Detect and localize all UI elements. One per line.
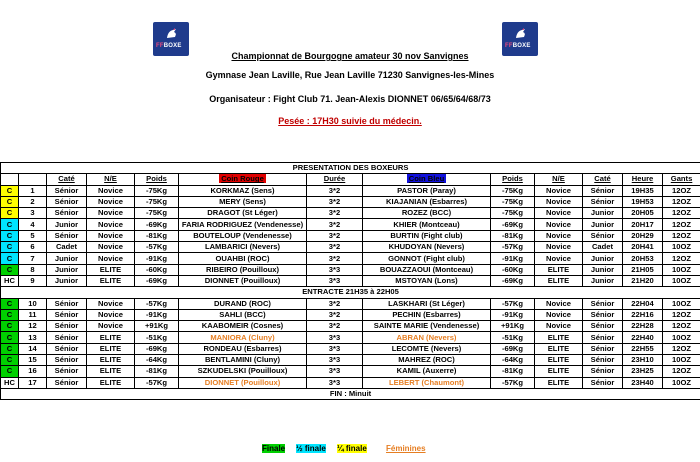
red-category: Cadet [47, 242, 87, 253]
blue-category: Junior [583, 253, 623, 264]
bouts-table [0, 162, 700, 400]
table-row [1, 321, 700, 332]
table-row [1, 196, 700, 207]
duration: 3*3 [307, 332, 363, 343]
red-category: Sénior [47, 298, 87, 309]
bout-time: 21H05 [623, 264, 663, 275]
header-ne-bleu: N/E [535, 174, 583, 185]
blue-boxer: LEBERT (Chaumont) [363, 377, 491, 388]
red-level: Novice [87, 196, 135, 207]
duration: 3*3 [307, 366, 363, 377]
blue-level: Novice [535, 298, 583, 309]
bout-number: 16 [19, 366, 47, 377]
blue-weight: -75Kg [491, 196, 535, 207]
blue-weight: -91Kg [491, 309, 535, 320]
gloves: 12OZ [663, 321, 700, 332]
bout-number: 14 [19, 343, 47, 354]
blue-boxer: ABRAN (Nevers) [363, 332, 491, 343]
red-weight: -91Kg [135, 253, 179, 264]
bout-time: 22H40 [623, 332, 663, 343]
blue-category: Junior [583, 208, 623, 219]
table-row [1, 343, 700, 354]
blue-weight: +91Kg [491, 321, 535, 332]
blue-boxer: PASTOR (Paray) [363, 185, 491, 196]
gloves: 10OZ [663, 332, 700, 343]
red-level: Novice [87, 298, 135, 309]
red-weight: -57Kg [135, 242, 179, 253]
blue-level: Novice [535, 196, 583, 207]
red-weight: +91Kg [135, 321, 179, 332]
red-level: Novice [87, 242, 135, 253]
bout-number: 4 [19, 219, 47, 230]
bout-code: C [1, 355, 19, 366]
blue-boxer: KAMIL (Auxerre) [363, 366, 491, 377]
blue-category: Sénior [583, 298, 623, 309]
red-boxer: SZKUDELSKI (Pouilloux) [179, 366, 307, 377]
duration: 3*2 [307, 219, 363, 230]
header-cate: Caté [47, 174, 87, 185]
duration: 3*2 [307, 253, 363, 264]
bout-number: 9 [19, 275, 47, 286]
blue-boxer: KIAJANIAN (Esbarres) [363, 196, 491, 207]
red-boxer: DURAND (ROC) [179, 298, 307, 309]
blue-category: Sénior [583, 309, 623, 320]
bout-code: C [1, 343, 19, 354]
bout-code: HC [1, 275, 19, 286]
duration: 3*2 [307, 230, 363, 241]
gloves: 12OZ [663, 185, 700, 196]
blue-boxer: LASKHARI (St Léger) [363, 298, 491, 309]
red-weight: -64Kg [135, 355, 179, 366]
blue-level: ELITE [535, 343, 583, 354]
bout-code: C [1, 208, 19, 219]
blue-level: ELITE [535, 332, 583, 343]
gloves: 12OZ [663, 343, 700, 354]
gloves: 10OZ [663, 264, 700, 275]
red-level: Novice [87, 219, 135, 230]
red-boxer: OUAHBI (ROC) [179, 253, 307, 264]
table-row [1, 264, 700, 275]
table-row [1, 332, 700, 343]
event-title: Championnat de Bourgogne amateur 30 nov Sanvignes [231, 51, 469, 61]
red-boxer: BENTLAMINI (Cluny) [179, 355, 307, 366]
red-category: Sénior [47, 230, 87, 241]
red-level: Novice [87, 321, 135, 332]
blue-weight: -91Kg [491, 253, 535, 264]
bout-number: 15 [19, 355, 47, 366]
gloves: 12OZ [663, 219, 700, 230]
bout-code: C [1, 242, 19, 253]
blue-category: Sénior [583, 321, 623, 332]
blue-category: Cadet [583, 242, 623, 253]
red-category: Sénior [47, 332, 87, 343]
bout-time: 20H41 [623, 242, 663, 253]
organizer-info: Organisateur : Fight Club 71. Jean-Alexis DIONNET 06/65/64/68/73 [209, 94, 491, 104]
red-category: Sénior [47, 321, 87, 332]
red-category: Junior [47, 253, 87, 264]
blue-level: Novice [535, 242, 583, 253]
red-level: Novice [87, 185, 135, 196]
bout-time: 20H05 [623, 208, 663, 219]
logo-boxe-text: BOXE [512, 43, 531, 49]
bout-code: HC [1, 377, 19, 388]
red-level: Novice [87, 208, 135, 219]
table-row [1, 298, 700, 309]
gloves: 10OZ [663, 275, 700, 286]
blue-boxer: BURTIN (Fight club) [363, 230, 491, 241]
bout-time: 19H35 [623, 185, 663, 196]
blue-boxer: PECHIN (Esbarres) [363, 309, 491, 320]
logo-ff-text: FF [505, 43, 513, 49]
bout-number: 17 [19, 377, 47, 388]
legend-feminines: Féminines [386, 444, 426, 453]
blue-weight: -64Kg [491, 355, 535, 366]
header-heure: Heure [623, 174, 663, 185]
bout-number: 3 [19, 208, 47, 219]
duration: 3*3 [307, 355, 363, 366]
header-ne: N/E [87, 174, 135, 185]
blue-weight: -69Kg [491, 343, 535, 354]
fin-banner: FIN : Minuit [1, 388, 700, 399]
red-weight: -60Kg [135, 264, 179, 275]
bout-number: 7 [19, 253, 47, 264]
blue-level: Novice [535, 309, 583, 320]
blue-weight: -57Kg [491, 377, 535, 388]
gloves: 12OZ [663, 253, 700, 264]
blue-boxer: LECOMTE (Nevers) [363, 343, 491, 354]
red-weight: -69Kg [135, 219, 179, 230]
blue-category: Sénior [583, 377, 623, 388]
logo-ff-text: FF [156, 43, 164, 49]
red-boxer: FARIA RODRIGUEZ (Vendenesse) [179, 219, 307, 230]
gloves: 10OZ [663, 242, 700, 253]
bout-number: 13 [19, 332, 47, 343]
red-weight: -57Kg [135, 377, 179, 388]
bout-code: C [1, 196, 19, 207]
gloves: 12OZ [663, 366, 700, 377]
blue-level: Novice [535, 219, 583, 230]
table-row [1, 242, 700, 253]
blue-boxer: MAHREZ (ROC) [363, 355, 491, 366]
blue-category: Junior [583, 219, 623, 230]
bout-number: 1 [19, 185, 47, 196]
header-coin-rouge: Coin Rouge [221, 174, 264, 184]
blue-weight: -69Kg [491, 219, 535, 230]
red-weight: -81Kg [135, 366, 179, 377]
bout-number: 5 [19, 230, 47, 241]
red-weight: -69Kg [135, 275, 179, 286]
rooster-icon [165, 28, 179, 40]
blue-level: Novice [535, 321, 583, 332]
red-weight: -81Kg [135, 230, 179, 241]
duration: 3*2 [307, 196, 363, 207]
red-level: Novice [87, 230, 135, 241]
red-level: ELITE [87, 332, 135, 343]
duration: 3*2 [307, 309, 363, 320]
red-level: Novice [87, 253, 135, 264]
red-weight: -57Kg [135, 298, 179, 309]
header-cate-bleu: Caté [583, 174, 623, 185]
blue-weight: -81Kg [491, 230, 535, 241]
blue-category: Junior [583, 264, 623, 275]
bout-time: 20H53 [623, 253, 663, 264]
red-category: Sénior [47, 366, 87, 377]
red-boxer: SAHLI (BCC) [179, 309, 307, 320]
bout-time: 23H40 [623, 377, 663, 388]
red-category: Sénior [47, 185, 87, 196]
table-row [1, 366, 700, 377]
bout-number: 10 [19, 298, 47, 309]
blue-boxer: KHIER (Montceau) [363, 219, 491, 230]
header-duree: Durée [307, 174, 363, 185]
bout-number: 6 [19, 242, 47, 253]
duration: 3*2 [307, 321, 363, 332]
red-boxer: KAABOMEIR (Cosnes) [179, 321, 307, 332]
table-row [1, 208, 700, 219]
table-row [1, 219, 700, 230]
bout-time: 20H17 [623, 219, 663, 230]
gloves: 12OZ [663, 208, 700, 219]
bout-code: C [1, 230, 19, 241]
bout-time: 21H20 [623, 275, 663, 286]
red-category: Sénior [47, 343, 87, 354]
venue-address: Gymnase Jean Laville, Rue Jean Laville 71230 Sanvignes-les-Mines [205, 70, 495, 80]
blue-boxer: SAINTE MARIE (Vendenesse) [363, 321, 491, 332]
red-category: Sénior [47, 377, 87, 388]
blue-boxer: BOUAZZAOUI (Montceau) [363, 264, 491, 275]
table-row [1, 253, 700, 264]
table-row [1, 355, 700, 366]
legend-finale: Finale [262, 444, 286, 453]
header-poids: Poids [135, 174, 179, 185]
red-boxer: BOUTELOUP (Vendenesse) [179, 230, 307, 241]
bout-number: 12 [19, 321, 47, 332]
duration: 3*2 [307, 298, 363, 309]
gloves: 12OZ [663, 230, 700, 241]
red-level: ELITE [87, 275, 135, 286]
bout-time: 20H29 [623, 230, 663, 241]
blue-weight: -60Kg [491, 264, 535, 275]
bout-time: 22H04 [623, 298, 663, 309]
blue-weight: -57Kg [491, 298, 535, 309]
blue-weight: -81Kg [491, 366, 535, 377]
bout-code: C [1, 366, 19, 377]
blue-level: ELITE [535, 366, 583, 377]
gloves: 10OZ [663, 377, 700, 388]
bout-time: 22H16 [623, 309, 663, 320]
red-weight: -91Kg [135, 309, 179, 320]
gloves: 10OZ [663, 355, 700, 366]
red-boxer: KORKMAZ (Sens) [179, 185, 307, 196]
duration: 3*2 [307, 208, 363, 219]
column-headers [1, 174, 700, 185]
red-boxer: MERY (Sens) [179, 196, 307, 207]
bout-code: C [1, 309, 19, 320]
red-category: Sénior [47, 355, 87, 366]
blue-category: Sénior [583, 355, 623, 366]
bout-code: C [1, 219, 19, 230]
blue-category: Sénior [583, 230, 623, 241]
blue-weight: -75Kg [491, 208, 535, 219]
red-category: Junior [47, 264, 87, 275]
duration: 3*2 [307, 242, 363, 253]
bout-number: 11 [19, 309, 47, 320]
red-boxer: LAMBARICI (Nevers) [179, 242, 307, 253]
red-level: ELITE [87, 366, 135, 377]
blue-category: Sénior [583, 196, 623, 207]
gloves: 10OZ [663, 298, 700, 309]
blue-level: ELITE [535, 275, 583, 286]
bout-code: C [1, 298, 19, 309]
red-category: Sénior [47, 208, 87, 219]
weighin-info: Pesée : 17H30 suivie du médecin. [278, 116, 422, 126]
blue-level: Novice [535, 208, 583, 219]
bout-number: 2 [19, 196, 47, 207]
blue-category: Sénior [583, 332, 623, 343]
red-weight: -75Kg [135, 196, 179, 207]
legend-demi-finale: ½ finale [296, 444, 326, 453]
gloves: 12OZ [663, 196, 700, 207]
red-boxer: DRAGOT (St Léger) [179, 208, 307, 219]
table-row [1, 185, 700, 196]
red-boxer: MANIORA (Cluny) [179, 332, 307, 343]
red-weight: -75Kg [135, 185, 179, 196]
blue-weight: -57Kg [491, 242, 535, 253]
red-level: ELITE [87, 355, 135, 366]
bout-time: 23H25 [623, 366, 663, 377]
bout-time: 22H55 [623, 343, 663, 354]
blue-category: Junior [583, 275, 623, 286]
duration: 3*3 [307, 264, 363, 275]
blue-category: Sénior [583, 343, 623, 354]
bout-time: 19H53 [623, 196, 663, 207]
red-category: Junior [47, 275, 87, 286]
table-row [1, 275, 700, 286]
red-level: Novice [87, 309, 135, 320]
blue-category: Sénior [583, 366, 623, 377]
red-boxer: DIONNET (Pouilloux) [179, 275, 307, 286]
red-weight: -69Kg [135, 343, 179, 354]
gloves: 12OZ [663, 309, 700, 320]
entracte-banner: ENTRACTE 21H35 à 22H05 [1, 287, 700, 298]
blue-level: Novice [535, 185, 583, 196]
header-coin-bleu: Coin Bleu [408, 174, 445, 184]
blue-category: Sénior [583, 185, 623, 196]
bout-code: C [1, 264, 19, 275]
duration: 3*3 [307, 275, 363, 286]
duration: 3*3 [307, 377, 363, 388]
legend-quart-finale: ¼ finale [337, 444, 367, 453]
blue-level: Novice [535, 230, 583, 241]
red-category: Sénior [47, 309, 87, 320]
header-poids-bleu: Poids [491, 174, 535, 185]
blue-weight: -51Kg [491, 332, 535, 343]
table-title: PRESENTATION DES BOXEURS [1, 163, 700, 174]
table-row [1, 309, 700, 320]
bout-code: C [1, 253, 19, 264]
duration: 3*3 [307, 343, 363, 354]
red-category: Junior [47, 219, 87, 230]
red-level: ELITE [87, 343, 135, 354]
bout-number: 8 [19, 264, 47, 275]
bout-code: C [1, 332, 19, 343]
blue-level: Novice [535, 253, 583, 264]
rooster-icon [514, 28, 528, 40]
blue-boxer: ROZEZ (BCC) [363, 208, 491, 219]
red-weight: -51Kg [135, 332, 179, 343]
bout-time: 23H10 [623, 355, 663, 366]
logo-boxe-text: BOXE [163, 43, 182, 49]
blue-weight: -69Kg [491, 275, 535, 286]
red-boxer: RONDEAU (Esbarres) [179, 343, 307, 354]
red-boxer: DIONNET (Pouilloux) [179, 377, 307, 388]
blue-weight: -75Kg [491, 185, 535, 196]
blue-boxer: GONNOT (Fight club) [363, 253, 491, 264]
duration: 3*2 [307, 185, 363, 196]
blue-boxer: KHUDOYAN (Nevers) [363, 242, 491, 253]
table-row [1, 230, 700, 241]
bout-code: C [1, 321, 19, 332]
red-level: ELITE [87, 377, 135, 388]
header-gants: Gants [663, 174, 700, 185]
red-weight: -75Kg [135, 208, 179, 219]
blue-boxer: MSTOYAN (Lons) [363, 275, 491, 286]
blue-level: ELITE [535, 377, 583, 388]
bout-time: 22H28 [623, 321, 663, 332]
red-category: Sénior [47, 196, 87, 207]
blue-level: ELITE [535, 355, 583, 366]
table-row [1, 377, 700, 388]
red-level: ELITE [87, 264, 135, 275]
bout-code: C [1, 185, 19, 196]
blue-level: ELITE [535, 264, 583, 275]
red-boxer: RIBEIRO (Pouilloux) [179, 264, 307, 275]
